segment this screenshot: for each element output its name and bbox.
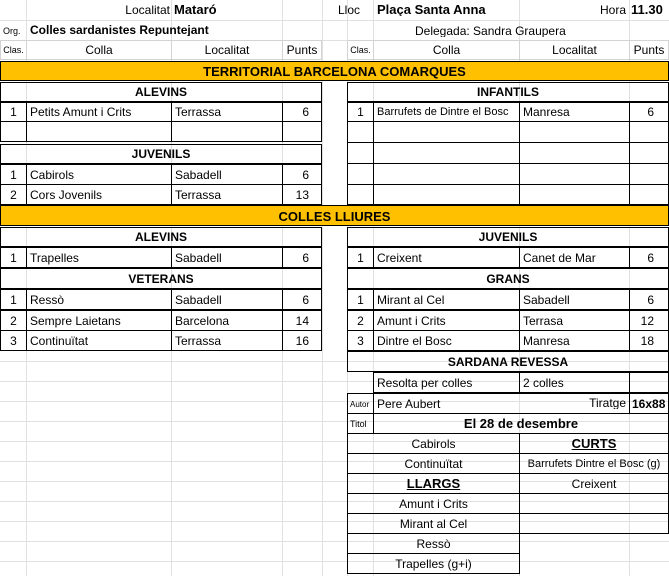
territorial-band: TERRITORIAL BARCELONA COMARQUES <box>0 61 669 81</box>
revessa-title: SARDANA REVESSA <box>347 351 669 372</box>
winner-2: Continuïtat <box>347 453 520 474</box>
hora-label: Hora <box>599 4 626 16</box>
curts-empty <box>519 493 669 514</box>
hora-value: 11.30 <box>631 3 663 16</box>
resolta-value: 2 colles <box>519 372 630 393</box>
curts-item: Barrufets Dintre el Bosc (g) <box>519 453 669 474</box>
territorial-juvenils-title: JUVENILS <box>0 144 322 164</box>
curts-empty <box>519 513 669 534</box>
llargs-item: Ressò <box>347 533 520 554</box>
col-clas-left: Clas. <box>0 40 27 60</box>
llargs-item: Trapelles (g+i) <box>347 553 520 574</box>
org-label: Org. <box>3 27 21 36</box>
lliures-alevins-title: ALEVINS <box>0 227 322 247</box>
localitat-label: Localitat <box>125 4 170 16</box>
lliures-band: COLLES LLIURES <box>0 205 669 226</box>
autor-label: Autor <box>347 393 374 414</box>
curts-title: CURTS <box>519 433 669 454</box>
resolta-empty <box>629 372 669 393</box>
col-punts-left: Punts <box>282 40 322 60</box>
col-punts-right: Punts <box>629 40 669 60</box>
curts-item: Creixent <box>519 473 669 494</box>
col-colla-left: Colla <box>26 40 172 60</box>
lliures-grans-title: GRANS <box>347 268 669 289</box>
territorial-infantils-title: INFANTILS <box>347 82 669 102</box>
org-value: Colles sardanistes Repuntejant <box>30 24 209 36</box>
llargs-title: LLARGS <box>347 473 520 494</box>
col-localitat-right: Localitat <box>519 40 630 60</box>
llargs-item: Amunt i Crits <box>347 493 520 514</box>
localitat-value: Mataró <box>174 3 217 16</box>
resolta-label: Resolta per colles <box>373 372 520 393</box>
col-localitat-left: Localitat <box>171 40 283 60</box>
llargs-item: Mirant al Cel <box>347 513 520 534</box>
titol-value: El 28 de desembre <box>373 413 669 434</box>
lliures-veterans-title: VETERANS <box>0 268 322 289</box>
territorial-alevins-title: ALEVINS <box>0 82 322 102</box>
lloc-value: Plaça Santa Anna <box>377 3 486 16</box>
autor-value: Pere Aubert <box>373 393 630 414</box>
tiratge-value: 16x88 <box>629 393 669 414</box>
delegada: Delegada: Sandra Graupera <box>415 25 566 37</box>
winner-1: Cabirols <box>347 433 520 454</box>
lliures-juvenils-title: JUVENILS <box>347 227 669 247</box>
col-colla-right: Colla <box>373 40 520 60</box>
col-clas-right: Clas. <box>347 40 374 60</box>
tiratge-label: Tiratge <box>589 397 626 409</box>
lloc-label: Lloc <box>338 4 361 16</box>
titol-label: Titol <box>347 413 374 434</box>
